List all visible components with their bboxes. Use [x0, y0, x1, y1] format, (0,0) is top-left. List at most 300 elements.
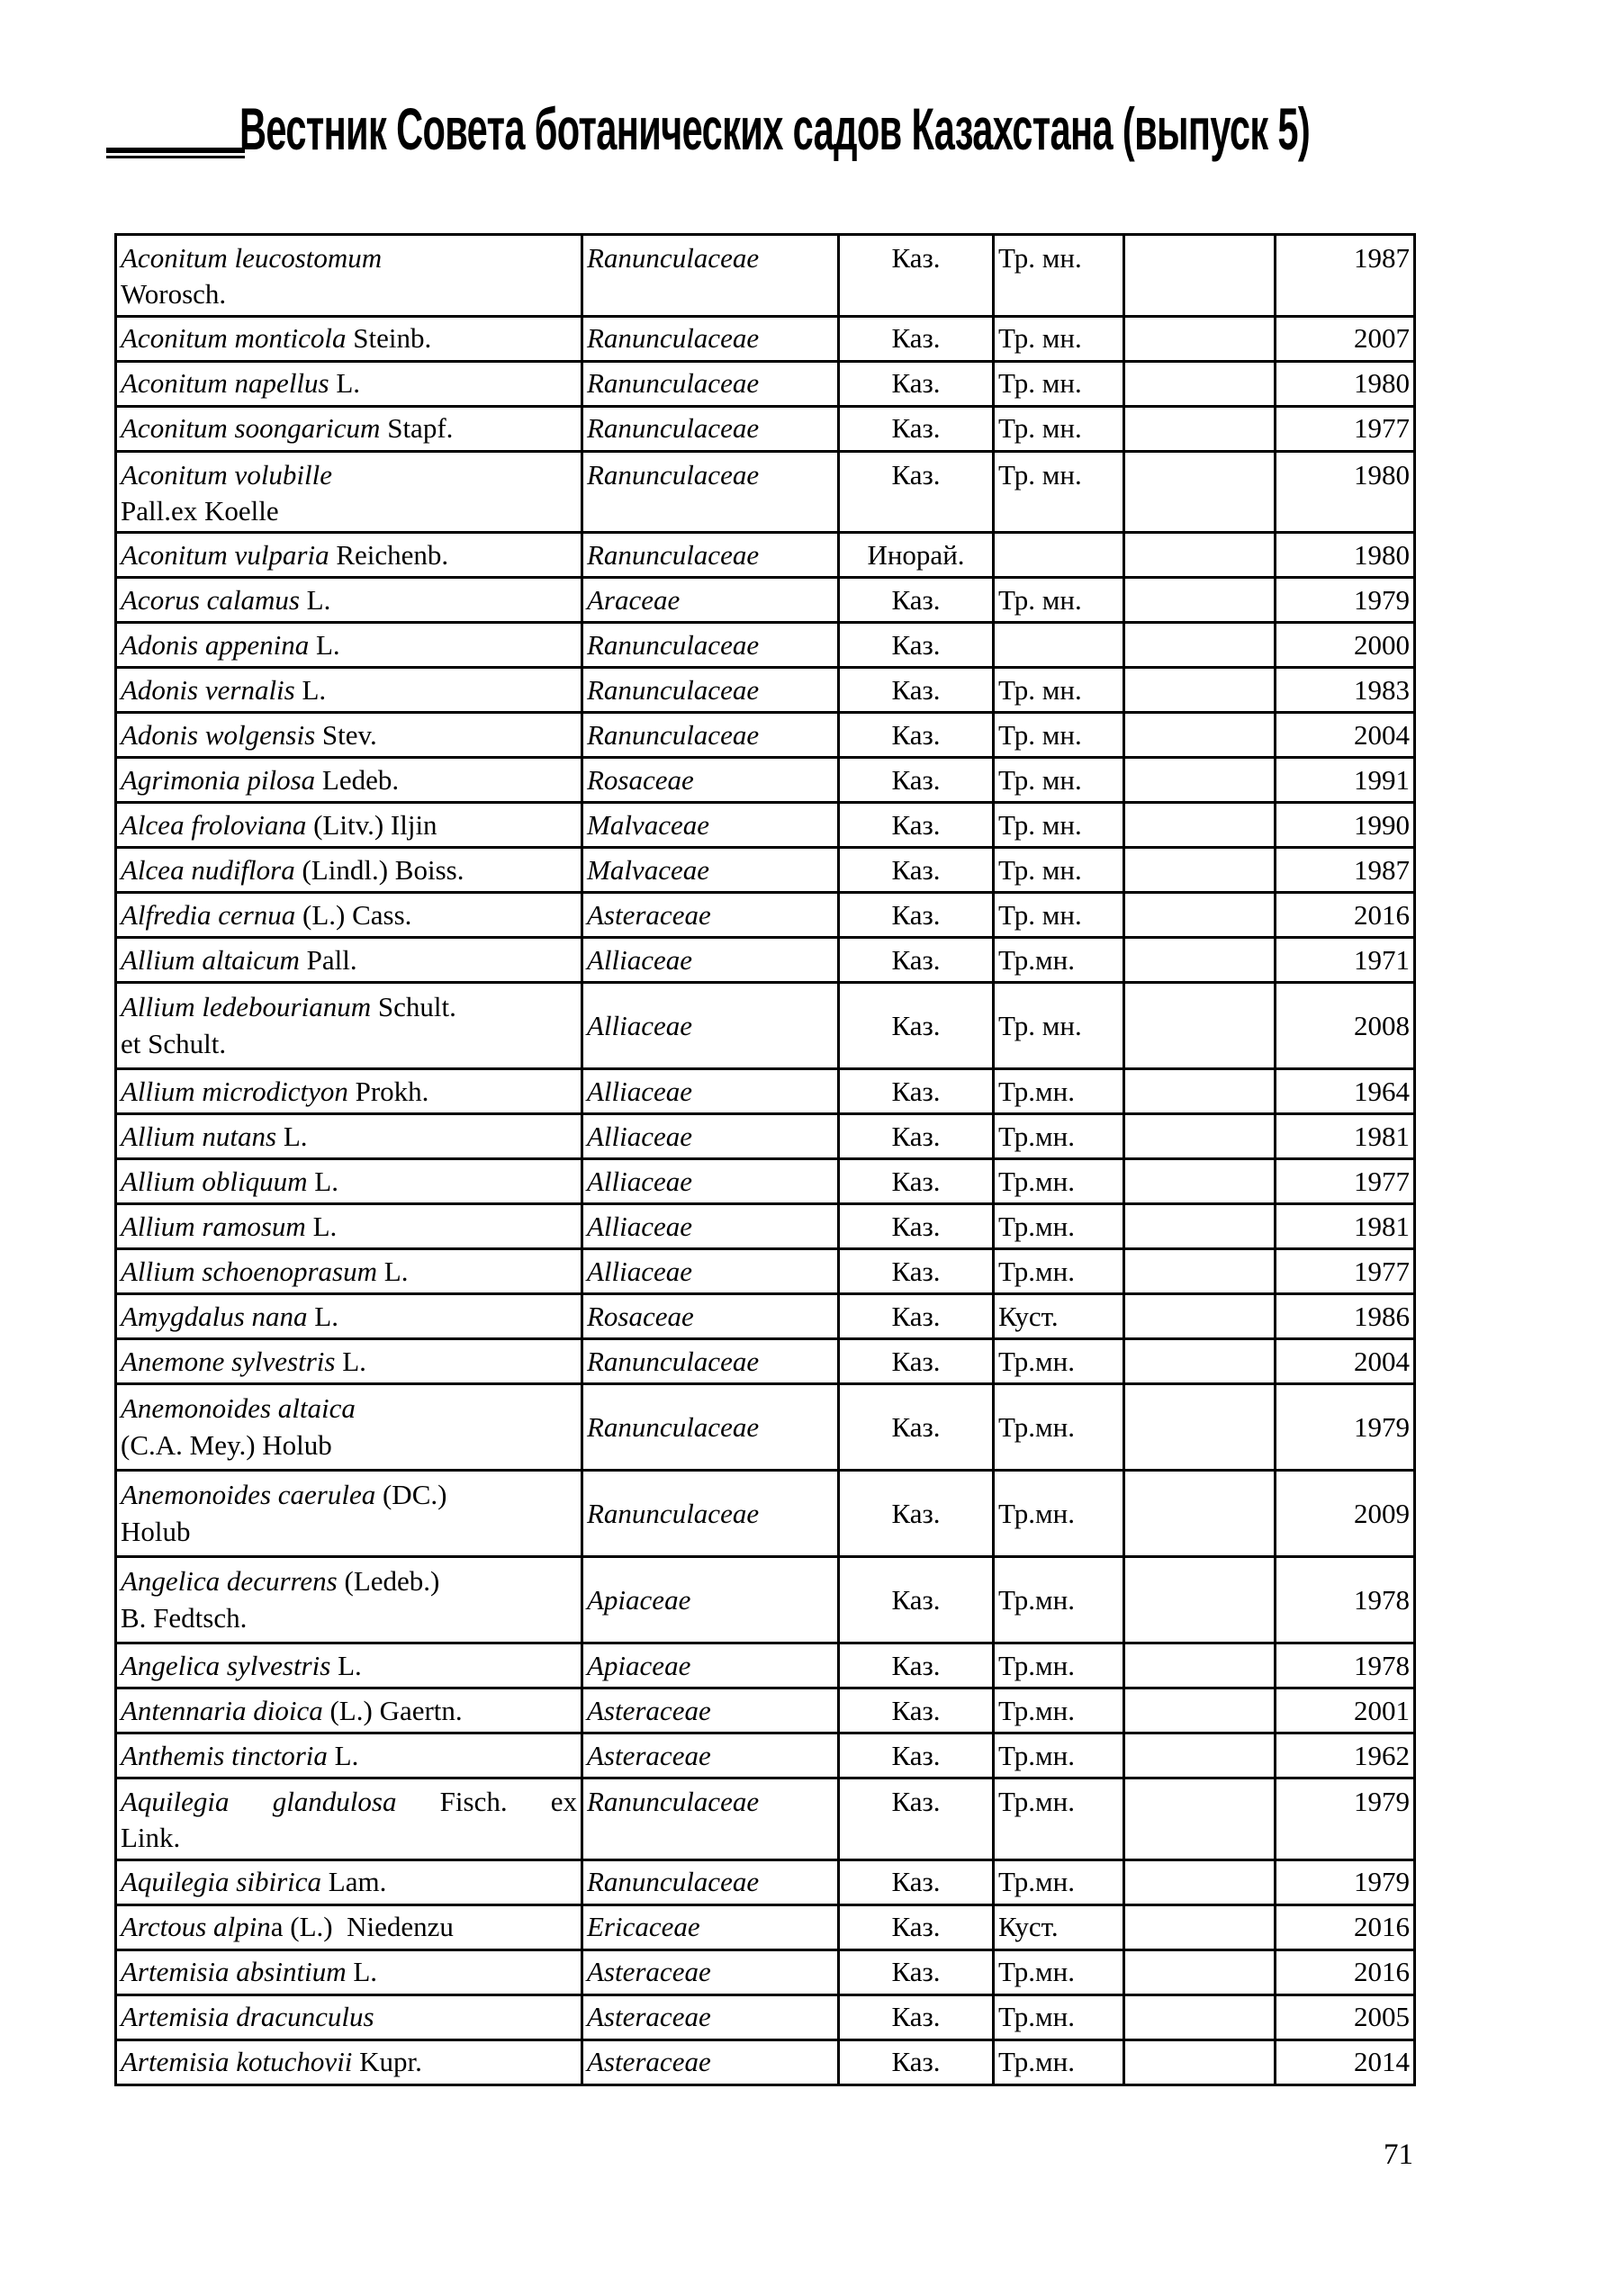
region-cell: Каз. — [839, 2039, 994, 2084]
species-scientific-name: Allium obliquum — [121, 1165, 308, 1197]
species-author: L. — [307, 1300, 338, 1332]
region-cell: Каз. — [839, 983, 994, 1069]
region-cell: Каз. — [839, 1778, 994, 1860]
empty-cell — [1124, 623, 1276, 668]
species-scientific-name: Anthemis tinctoria — [121, 1739, 328, 1771]
region-cell: Каз. — [839, 1159, 994, 1204]
family-cell: Ranunculaceae — [582, 623, 839, 668]
empty-cell — [1124, 316, 1276, 361]
region-cell: Каз. — [839, 316, 994, 361]
family-cell: Ranunculaceae — [582, 406, 839, 451]
year-cell: 1977 — [1276, 406, 1415, 451]
table-row — [116, 983, 1415, 1069]
species-scientific-name: Aquilegia glandulosa — [121, 1786, 397, 1818]
year-cell: 1978 — [1276, 1643, 1415, 1688]
species-cell — [116, 713, 582, 758]
species-author: Stapf. — [380, 411, 454, 444]
year-cell: 1977 — [1276, 1249, 1415, 1294]
table-row — [116, 938, 1415, 983]
life-form-cell: Тр.мн. — [994, 1471, 1124, 1557]
species-author: L. — [346, 1956, 378, 1988]
year-cell: 2004 — [1276, 1339, 1415, 1384]
species-scientific-name: Anemonoides caerulea — [121, 1479, 376, 1511]
species-cell — [116, 1643, 582, 1688]
family-cell: Ericaceae — [582, 1904, 839, 1949]
year-cell: 1977 — [1276, 1159, 1415, 1204]
empty-cell — [1124, 451, 1276, 533]
family-cell: Alliaceae — [582, 1069, 839, 1114]
table-row — [116, 1114, 1415, 1159]
year-cell: 2001 — [1276, 1688, 1415, 1733]
year-cell: 2004 — [1276, 713, 1415, 758]
year-cell: 1991 — [1276, 758, 1415, 803]
region-cell: Инорай. — [839, 533, 994, 578]
region-cell: Каз. — [839, 1339, 994, 1384]
empty-cell — [1124, 406, 1276, 451]
empty-cell — [1124, 893, 1276, 938]
species-author-line2: Holub — [121, 1515, 191, 1547]
species-author: Lam. — [321, 1866, 387, 1898]
empty-cell — [1124, 983, 1276, 1069]
species-scientific-name: Allium nutans — [121, 1120, 277, 1152]
species-cell — [116, 758, 582, 803]
family-cell: Ranunculaceae — [582, 1778, 839, 1860]
species-scientific-name: Anemonoides altaica — [121, 1392, 356, 1425]
empty-cell — [1124, 1384, 1276, 1471]
species-cell — [116, 803, 582, 848]
region-cell: Каз. — [839, 1994, 994, 2039]
empty-cell — [1124, 361, 1276, 406]
empty-cell — [1124, 848, 1276, 893]
year-cell: 1979 — [1276, 1384, 1415, 1471]
year-cell: 1980 — [1276, 451, 1415, 533]
species-scientific-name: Aconitum volubille — [121, 458, 333, 491]
species-author: L. — [329, 366, 361, 399]
year-cell: 1987 — [1276, 848, 1415, 893]
species-cell — [116, 1557, 582, 1643]
empty-cell — [1124, 1294, 1276, 1339]
table-row — [116, 1204, 1415, 1249]
species-author: (Litv.) Iljin — [306, 808, 437, 841]
species-author-line2: Pall.ex Koelle — [121, 494, 279, 527]
species-author: L. — [377, 1255, 409, 1287]
table-row — [116, 316, 1415, 361]
family-cell: Ranunculaceae — [582, 1859, 839, 1904]
species-scientific-name: Alfredia cernua — [121, 898, 296, 931]
species-scientific-name: Aconitum napellus — [121, 366, 329, 399]
empty-cell — [1124, 1949, 1276, 1994]
species-cell — [116, 1688, 582, 1733]
year-cell: 1980 — [1276, 361, 1415, 406]
family-cell: Alliaceae — [582, 938, 839, 983]
year-cell: 1980 — [1276, 533, 1415, 578]
empty-cell — [1124, 1859, 1276, 1904]
species-cell — [116, 578, 582, 623]
table-row — [116, 713, 1415, 758]
family-cell: Apiaceae — [582, 1643, 839, 1688]
year-cell: 1964 — [1276, 1069, 1415, 1114]
life-form-cell: Тр.мн. — [994, 1733, 1124, 1778]
species-scientific-name: Aconitum monticola — [121, 321, 347, 354]
region-cell: Каз. — [839, 1204, 994, 1249]
species-scientific-name: Allium ledebourianum — [121, 991, 372, 1023]
family-cell: Alliaceae — [582, 1249, 839, 1294]
year-cell: 1962 — [1276, 1733, 1415, 1778]
family-cell: Ranunculaceae — [582, 1471, 839, 1557]
species-author: (L.) Gaertn. — [322, 1694, 463, 1726]
page-number: 71 — [1384, 2138, 1413, 2171]
life-form-cell — [994, 623, 1124, 668]
table-row — [116, 1688, 1415, 1733]
species-cell — [116, 1159, 582, 1204]
empty-cell — [1124, 1994, 1276, 2039]
species-scientific-name: Antennaria dioica — [121, 1694, 323, 1726]
table-row — [116, 578, 1415, 623]
family-cell: Araceae — [582, 578, 839, 623]
table-row — [116, 361, 1415, 406]
life-form-cell: Куст. — [994, 1294, 1124, 1339]
species-author: L. — [276, 1120, 308, 1152]
journal-title: Вестник Совета ботанических садов Казахстана (выпуск 5) — [239, 95, 1311, 162]
life-form-cell: Тр.мн. — [994, 1949, 1124, 1994]
species-author: Kupr. — [352, 2046, 422, 2078]
species-cell — [116, 235, 582, 317]
species-cell — [116, 848, 582, 893]
species-author: Prokh. — [347, 1075, 429, 1107]
species-scientific-name: Angelica decurrens — [121, 1565, 338, 1598]
species-scientific-name: Allium ramosum — [121, 1210, 306, 1242]
table-row — [116, 451, 1415, 533]
species-author: L. — [330, 1649, 362, 1681]
table-row — [116, 1249, 1415, 1294]
species-author-line2: et Schult. — [121, 1027, 227, 1059]
table-row — [116, 758, 1415, 803]
species-scientific-name: Artemisia dracunculus — [121, 2001, 374, 2033]
species-scientific-name: Allium microdictyon — [121, 1075, 348, 1107]
empty-cell — [1124, 2039, 1276, 2084]
life-form-cell: Тр.мн. — [994, 1859, 1124, 1904]
year-cell: 1971 — [1276, 938, 1415, 983]
table-row — [116, 1643, 1415, 1688]
species-cell — [116, 623, 582, 668]
species-table — [114, 233, 1416, 2086]
year-cell: 2005 — [1276, 1994, 1415, 2039]
year-cell: 1986 — [1276, 1294, 1415, 1339]
header-rule-top-bar — [106, 148, 245, 153]
species-author: L. — [299, 583, 331, 616]
species-scientific-name: Aconitum vulparia — [121, 538, 329, 571]
species-author: L. — [294, 673, 327, 706]
species-author: Stev. — [315, 718, 377, 751]
region-cell: Каз. — [839, 668, 994, 713]
year-cell: 2009 — [1276, 1471, 1415, 1557]
empty-cell — [1124, 938, 1276, 983]
year-cell: 1979 — [1276, 578, 1415, 623]
species-cell — [116, 1733, 582, 1778]
family-cell: Alliaceae — [582, 1159, 839, 1204]
species-author: (DC.) — [375, 1479, 447, 1511]
family-cell: Rosaceae — [582, 1294, 839, 1339]
life-form-cell: Тр.мн. — [994, 1159, 1124, 1204]
family-cell: Asteraceae — [582, 1949, 839, 1994]
species-scientific-name: Agrimonia pilosa — [121, 763, 316, 796]
species-scientific-name: Angelica sylvestris — [121, 1649, 331, 1681]
year-cell: 2016 — [1276, 893, 1415, 938]
family-cell: Asteraceae — [582, 1994, 839, 2039]
species-author: L. — [335, 1345, 366, 1377]
species-cell — [116, 1994, 582, 2039]
family-cell: Ranunculaceae — [582, 533, 839, 578]
table-row — [116, 1949, 1415, 1994]
empty-cell — [1124, 578, 1276, 623]
species-cell — [116, 1294, 582, 1339]
empty-cell — [1124, 758, 1276, 803]
table-row — [116, 1994, 1415, 2039]
species-cell — [116, 361, 582, 406]
table-row — [116, 1557, 1415, 1643]
empty-cell — [1124, 533, 1276, 578]
life-form-cell: Тр.мн. — [994, 1339, 1124, 1384]
species-cell — [116, 668, 582, 713]
species-author: a (L.) Niedenzu — [270, 1911, 454, 1943]
life-form-cell: Тр.мн. — [994, 1069, 1124, 1114]
life-form-cell: Куст. — [994, 1904, 1124, 1949]
table-row — [116, 1859, 1415, 1904]
year-cell: 2016 — [1276, 1949, 1415, 1994]
life-form-cell: Тр.мн. — [994, 1204, 1124, 1249]
region-cell: Каз. — [839, 1859, 994, 1904]
life-form-cell: Тр. мн. — [994, 316, 1124, 361]
table-row — [116, 893, 1415, 938]
region-cell: Каз. — [839, 1643, 994, 1688]
species-scientific-name: Artemisia absintium — [121, 1956, 347, 1988]
life-form-cell: Тр.мн. — [994, 1688, 1124, 1733]
empty-cell — [1124, 1904, 1276, 1949]
region-cell: Каз. — [839, 406, 994, 451]
year-cell: 2007 — [1276, 316, 1415, 361]
family-cell: Malvaceae — [582, 803, 839, 848]
species-author: (Lindl.) Boiss. — [294, 853, 464, 886]
life-form-cell: Тр.мн. — [994, 1384, 1124, 1471]
species-cell — [116, 533, 582, 578]
table-row — [116, 533, 1415, 578]
family-cell: Asteraceae — [582, 1733, 839, 1778]
year-cell: 2014 — [1276, 2039, 1415, 2084]
empty-cell — [1124, 803, 1276, 848]
species-scientific-name: Adonis vernalis — [121, 673, 295, 706]
region-cell: Каз. — [839, 848, 994, 893]
species-author: Ledeb. — [315, 763, 400, 796]
region-cell: Каз. — [839, 1904, 994, 1949]
table-row — [116, 668, 1415, 713]
species-cell — [116, 1859, 582, 1904]
family-cell: Ranunculaceae — [582, 713, 839, 758]
life-form-cell: Тр. мн. — [994, 848, 1124, 893]
year-cell: 1987 — [1276, 235, 1415, 317]
species-author: Fisch. ex — [396, 1786, 578, 1818]
empty-cell — [1124, 1643, 1276, 1688]
species-scientific-name: Amygdalus nana — [121, 1300, 308, 1332]
year-cell: 1979 — [1276, 1859, 1415, 1904]
species-scientific-name: Alcea nudiflora — [121, 853, 295, 886]
family-cell: Ranunculaceae — [582, 1384, 839, 1471]
table-row — [116, 1069, 1415, 1114]
life-form-cell: Тр. мн. — [994, 983, 1124, 1069]
table-row — [116, 1339, 1415, 1384]
empty-cell — [1124, 1471, 1276, 1557]
family-cell: Alliaceae — [582, 1114, 839, 1159]
family-cell: Ranunculaceae — [582, 668, 839, 713]
species-scientific-name: Aquilegia sibirica — [121, 1866, 322, 1898]
species-author: (Ledeb.) — [337, 1565, 440, 1598]
region-cell: Каз. — [839, 1471, 994, 1557]
family-cell: Asteraceae — [582, 2039, 839, 2084]
life-form-cell: Тр.мн. — [994, 2039, 1124, 2084]
life-form-cell: Тр. мн. — [994, 406, 1124, 451]
species-author-line2: Worosch. — [121, 278, 227, 311]
empty-cell — [1124, 235, 1276, 317]
region-cell: Каз. — [839, 1249, 994, 1294]
life-form-cell: Тр. мн. — [994, 578, 1124, 623]
species-cell — [116, 1471, 582, 1557]
table-row — [116, 1384, 1415, 1471]
life-form-cell — [994, 533, 1124, 578]
empty-cell — [1124, 1688, 1276, 1733]
species-cell — [116, 1384, 582, 1471]
species-cell — [116, 983, 582, 1069]
life-form-cell: Тр. мн. — [994, 713, 1124, 758]
species-cell — [116, 1204, 582, 1249]
table-row — [116, 1904, 1415, 1949]
region-cell: Каз. — [839, 938, 994, 983]
year-cell: 1990 — [1276, 803, 1415, 848]
species-scientific-name: Allium schoenoprasum — [121, 1255, 378, 1287]
species-scientific-name: Adonis wolgensis — [121, 718, 316, 751]
life-form-cell: Тр. мн. — [994, 451, 1124, 533]
species-scientific-name: Arctous alpin — [121, 1911, 271, 1943]
family-cell: Asteraceae — [582, 1688, 839, 1733]
species-scientific-name: Artemisia kotuchovii — [121, 2046, 353, 2078]
family-cell: Ranunculaceae — [582, 361, 839, 406]
empty-cell — [1124, 1069, 1276, 1114]
region-cell: Каз. — [839, 623, 994, 668]
species-author-line2: Link. — [121, 1822, 181, 1854]
table-row — [116, 803, 1415, 848]
species-author: L. — [327, 1739, 359, 1771]
year-cell: 2016 — [1276, 1904, 1415, 1949]
family-cell: Asteraceae — [582, 893, 839, 938]
family-cell: Rosaceae — [582, 758, 839, 803]
region-cell: Каз. — [839, 1557, 994, 1643]
table-row — [116, 235, 1415, 317]
header-rule-bottom-bar — [106, 156, 245, 158]
life-form-cell: Тр. мн. — [994, 803, 1124, 848]
empty-cell — [1124, 1733, 1276, 1778]
table-row — [116, 1471, 1415, 1557]
region-cell: Каз. — [839, 713, 994, 758]
species-scientific-name: Aconitum leucostomum — [121, 242, 383, 274]
species-cell — [116, 451, 582, 533]
table-row — [116, 1159, 1415, 1204]
species-cell — [116, 938, 582, 983]
species-author-line2: B. Fedtsch. — [121, 1601, 248, 1634]
species-scientific-name: Anemone sylvestris — [121, 1345, 336, 1377]
table-row — [116, 848, 1415, 893]
species-cell — [116, 1249, 582, 1294]
year-cell: 1979 — [1276, 1778, 1415, 1860]
year-cell: 2008 — [1276, 983, 1415, 1069]
species-author: L. — [307, 1165, 338, 1197]
table-row — [116, 406, 1415, 451]
family-cell: Malvaceae — [582, 848, 839, 893]
region-cell: Каз. — [839, 578, 994, 623]
species-author: Reichenb. — [329, 538, 449, 571]
species-cell — [116, 1904, 582, 1949]
species-author-line2: (C.A. Mey.) Holub — [121, 1428, 332, 1461]
species-scientific-name: Aconitum soongaricum — [121, 411, 381, 444]
species-cell — [116, 1949, 582, 1994]
species-cell — [116, 1778, 582, 1860]
life-form-cell: Тр. мн. — [994, 893, 1124, 938]
life-form-cell: Тр.мн. — [994, 1643, 1124, 1688]
life-form-cell: Тр. мн. — [994, 361, 1124, 406]
life-form-cell: Тр.мн. — [994, 1557, 1124, 1643]
region-cell: Каз. — [839, 893, 994, 938]
table-row — [116, 623, 1415, 668]
year-cell: 1983 — [1276, 668, 1415, 713]
empty-cell — [1124, 1249, 1276, 1294]
header-rule — [106, 148, 245, 158]
region-cell: Каз. — [839, 1294, 994, 1339]
life-form-cell: Тр.мн. — [994, 1114, 1124, 1159]
species-cell — [116, 1069, 582, 1114]
life-form-cell: Тр. мн. — [994, 235, 1124, 317]
region-cell: Каз. — [839, 451, 994, 533]
empty-cell — [1124, 1204, 1276, 1249]
table-row — [116, 1778, 1415, 1860]
empty-cell — [1124, 1557, 1276, 1643]
family-cell: Apiaceae — [582, 1557, 839, 1643]
species-author: Pall. — [299, 943, 357, 976]
species-cell — [116, 316, 582, 361]
species-scientific-name: Acorus calamus — [121, 583, 300, 616]
life-form-cell: Тр. мн. — [994, 668, 1124, 713]
table-row — [116, 1733, 1415, 1778]
region-cell: Каз. — [839, 1733, 994, 1778]
species-cell — [116, 2039, 582, 2084]
family-cell: Ranunculaceae — [582, 451, 839, 533]
year-cell: 2000 — [1276, 623, 1415, 668]
year-cell: 1978 — [1276, 1557, 1415, 1643]
table-row — [116, 2039, 1415, 2084]
table-row — [116, 1294, 1415, 1339]
species-author: L. — [305, 1210, 338, 1242]
empty-cell — [1124, 713, 1276, 758]
empty-cell — [1124, 1778, 1276, 1860]
region-cell: Каз. — [839, 361, 994, 406]
family-cell: Alliaceae — [582, 1204, 839, 1249]
life-form-cell: Тр.мн. — [994, 1249, 1124, 1294]
species-scientific-name: Allium altaicum — [121, 943, 300, 976]
empty-cell — [1124, 1114, 1276, 1159]
species-cell — [116, 1339, 582, 1384]
empty-cell — [1124, 1339, 1276, 1384]
year-cell: 1981 — [1276, 1204, 1415, 1249]
region-cell: Каз. — [839, 1949, 994, 1994]
species-author: L. — [309, 628, 340, 661]
family-cell: Alliaceae — [582, 983, 839, 1069]
species-scientific-name: Adonis appenina — [121, 628, 310, 661]
